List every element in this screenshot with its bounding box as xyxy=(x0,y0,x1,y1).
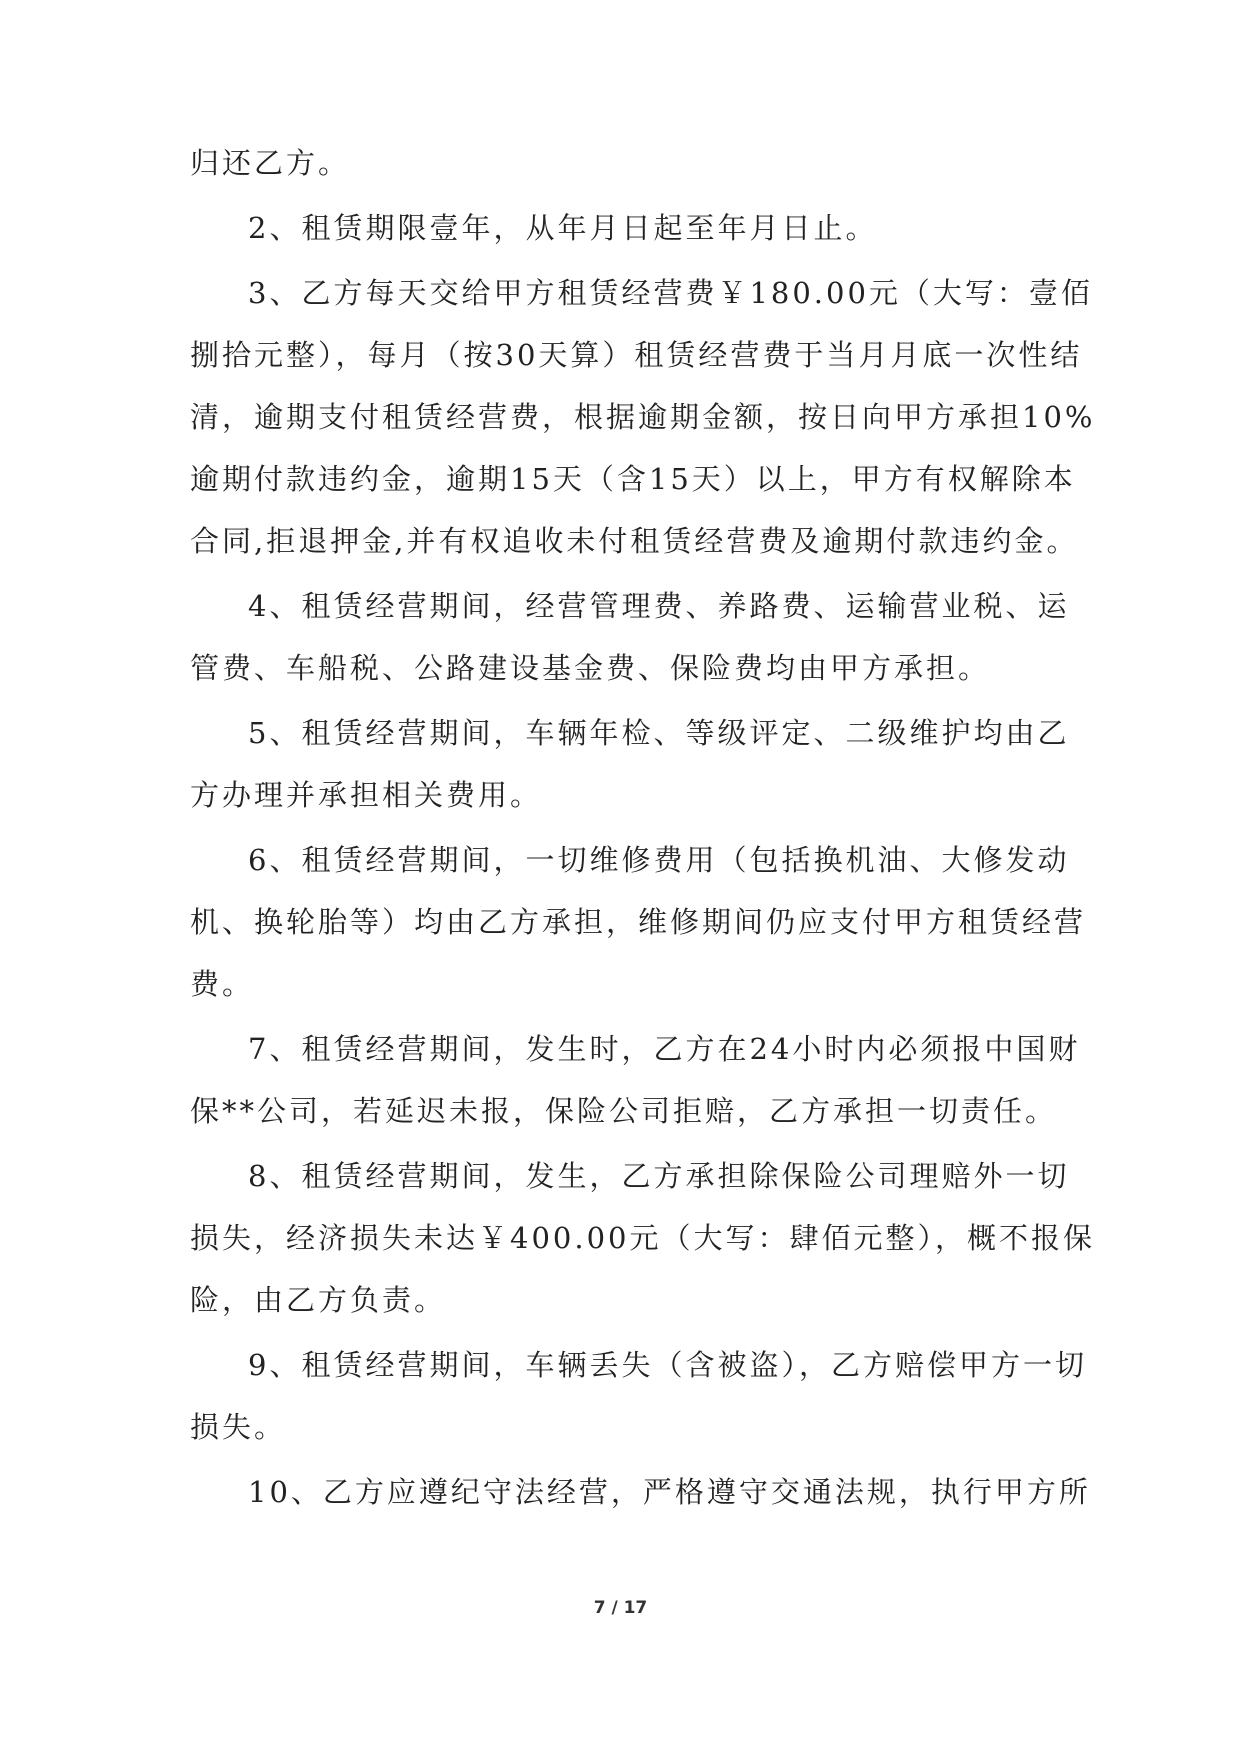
text-line: 费。 xyxy=(190,967,255,1001)
text-line: 4、租赁经营期间，经营管理费、养路费、运输营业税、运 xyxy=(248,589,1070,623)
text-line: 9、租赁经营期间，车辆丢失（含被盗），乙方赔偿甲方一切 xyxy=(248,1348,1087,1382)
text-line: 管费、车船税、公路建设基金费、保险费均由甲方承担。 xyxy=(190,651,991,685)
text-line: 3、乙方每天交给甲方租赁经营费￥180.00元（大写：壹佰 xyxy=(248,276,1093,310)
text-line: 6、租赁经营期间，一切维修费用（包括换机油、大修发动 xyxy=(248,843,1070,877)
text-line: 清，逾期支付租赁经营费，根据逾期金额，按日向甲方承担10% xyxy=(190,400,1096,434)
text-line: 捌拾元整），每月（按30天算）租赁经营费于当月月底一次性结 xyxy=(190,338,1083,372)
text-line: 机、换轮胎等）均由乙方承担，维修期间仍应支付甲方租赁经营 xyxy=(190,905,1087,939)
text-line: 归还乙方。 xyxy=(190,146,351,180)
text-line: 10、乙方应遵纪守法经营，严格遵守交通法规，执行甲方所 xyxy=(248,1475,1091,1509)
text-line: 险，由乙方负责。 xyxy=(190,1283,447,1317)
text-line: 保**公司，若延迟未报，保险公司拒赔，乙方承担一切责任。 xyxy=(190,1094,1058,1128)
text-line: 7、租赁经营期间，发生时，乙方在24小时内必须报中国财 xyxy=(248,1032,1081,1066)
text-line: 合同,拒退押金,并有权追收未付租赁经营费及逾期付款违约金。 xyxy=(190,524,1079,558)
text-line: 8、租赁经营期间，发生，乙方承担除保险公司理赔外一切 xyxy=(248,1159,1070,1193)
text-line: 损失。 xyxy=(190,1410,287,1444)
text-line: 损失，经济损失未达￥400.00元（大写：肆佰元整），概不报保 xyxy=(190,1221,1095,1255)
text-line: 5、租赁经营期间，车辆年检、等级评定、二级维护均由乙 xyxy=(248,716,1070,750)
text-line: 2、租赁期限壹年，从年月日起至年月日止。 xyxy=(248,211,878,245)
page-number: 7 / 17 xyxy=(593,1598,648,1618)
text-line: 方办理并承担相关费用。 xyxy=(190,778,543,812)
text-line: 逾期付款违约金，逾期15天（含15天）以上，甲方有权解除本 xyxy=(190,462,1076,496)
